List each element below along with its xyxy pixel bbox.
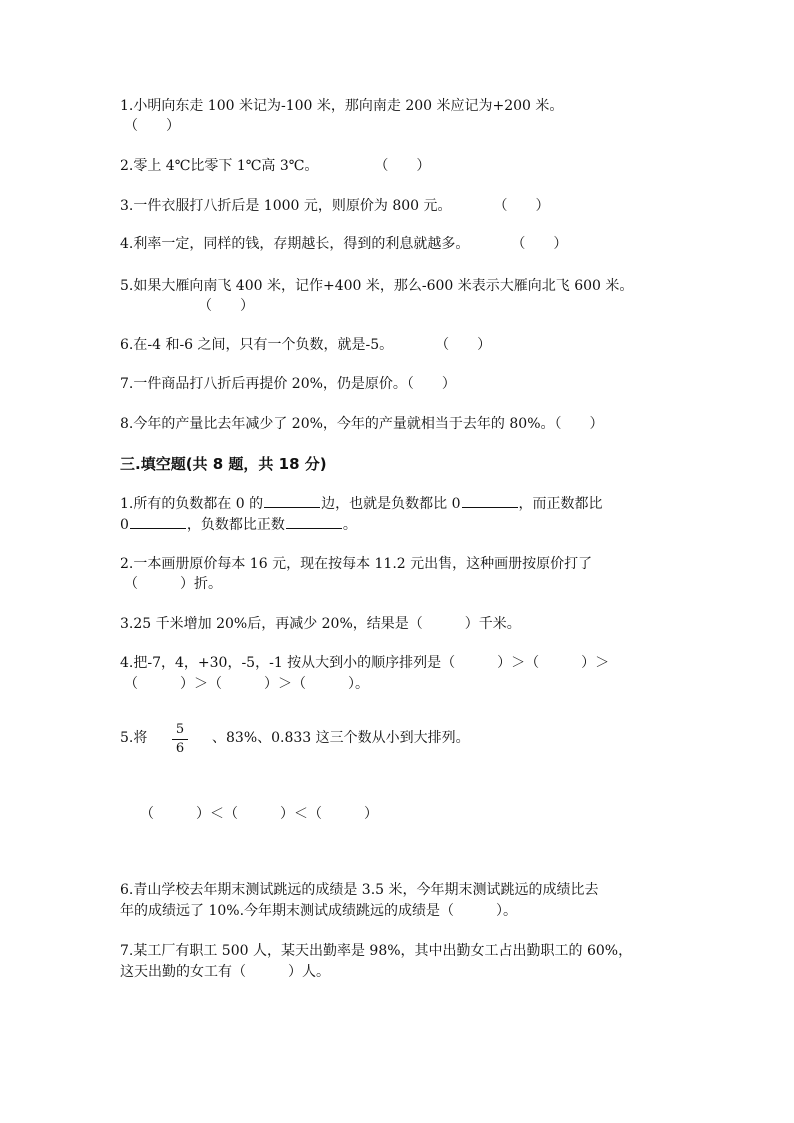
fill-q2-line2[interactable]: （ ）折。 bbox=[124, 576, 222, 592]
fill-q7-line1: 7.某工厂有职工 500 人，某天出勤率是 98%，其中出勤女工占出勤职工的 60%， bbox=[120, 943, 633, 959]
fill-q7-line2[interactable]: 这天出勤的女工有（ ）人。 bbox=[120, 964, 330, 980]
fill-q2-line1: 2.一本画册原价每本 16 元，现在按每本 11.2 元出售，这种画册按原价打了 bbox=[120, 556, 593, 572]
fill-q1-line2 bbox=[120, 514, 357, 534]
fraction-bar bbox=[172, 739, 188, 740]
fill-q5-prefix: 5.将 bbox=[120, 730, 148, 746]
fill-q1-blank2[interactable] bbox=[462, 493, 518, 508]
judge-q3: 3.一件衣服打八折后是 1000 元，则原价为 800 元。 （ ） bbox=[120, 198, 550, 214]
judge-q1-line1: 1.小明向东走 100 米记为-100 米，那向南走 200 米应记为+200 米。 bbox=[120, 98, 564, 114]
judge-q5-line1: 5.如果大雁向南飞 400 米，记作+400 米，那么-600 米表示大雁向北飞 600 米。 bbox=[120, 278, 634, 294]
judge-q4: 4.利率一定，同样的钱，存期越长，得到的利息就越多。 （ ） bbox=[120, 236, 568, 252]
fill-q1-blank3[interactable] bbox=[130, 514, 186, 529]
fill-q1-text5: ，负数都比正数 bbox=[186, 517, 285, 533]
fraction-five-sixths bbox=[172, 722, 188, 757]
fraction-numerator: 5 bbox=[175, 722, 185, 737]
judge-q1-answer[interactable]: （ ） bbox=[124, 118, 180, 134]
fraction-denominator: 6 bbox=[175, 741, 185, 756]
fill-q1-text1: 1.所有的负数都在 0 的 bbox=[120, 496, 264, 512]
judge-q8: 8.今年的产量比去年减少了 20%，今年的产量就相当于去年的 80%。（ ） bbox=[120, 416, 604, 432]
fill-q4-line2[interactable]: （ ）＞（ ）＞（ ）。 bbox=[124, 676, 369, 692]
judge-q7: 7.一件商品打八折后再提价 20%，仍是原价。（ ） bbox=[120, 376, 456, 392]
fill-q6-line1: 6.青山学校去年期末测试跳远的成绩是 3.5 米，今年期末测试跳远的成绩比去 bbox=[120, 882, 599, 898]
fill-q5-answer[interactable]: （ ）＜（ ）＜（ ） bbox=[140, 806, 378, 822]
judge-q5-answer[interactable]: （ ） bbox=[198, 298, 254, 314]
section-title: 三.填空题(共 8 题，共 18 分) bbox=[120, 455, 327, 473]
fill-q1-blank4[interactable] bbox=[286, 514, 342, 529]
fill-q1-text2: 边，也就是负数都比 0 bbox=[321, 496, 461, 512]
fill-q1-blank1[interactable] bbox=[264, 493, 320, 508]
fill-q5-suffix: 、83%、0.833 这三个数从小到大排列。 bbox=[212, 730, 470, 746]
fill-q3[interactable]: 3.25 千米增加 20%后，再减少 20%，结果是（ ）千米。 bbox=[120, 616, 521, 632]
judge-q6: 6.在-4 和-6 之间，只有一个负数，就是-5。 （ ） bbox=[120, 337, 492, 353]
fill-q1-line1 bbox=[120, 493, 603, 513]
fill-q4-line1[interactable]: 4.把-7，4，+30，-5，-1 按从大到小的顺序排列是（ ）＞（ ）＞ bbox=[120, 655, 610, 671]
fill-q1-text4: 0 bbox=[120, 517, 129, 533]
fill-q1-text3: ，而正数都比 bbox=[518, 496, 603, 512]
fill-q6-line2[interactable]: 年的成绩远了 10%.今年期末测试成绩跳远的成绩是（ ）。 bbox=[120, 903, 518, 919]
fill-q1-text6: 。 bbox=[342, 517, 357, 533]
judge-q2: 2.零上 4℃比零下 1℃高 3℃。 （ ） bbox=[120, 158, 431, 174]
